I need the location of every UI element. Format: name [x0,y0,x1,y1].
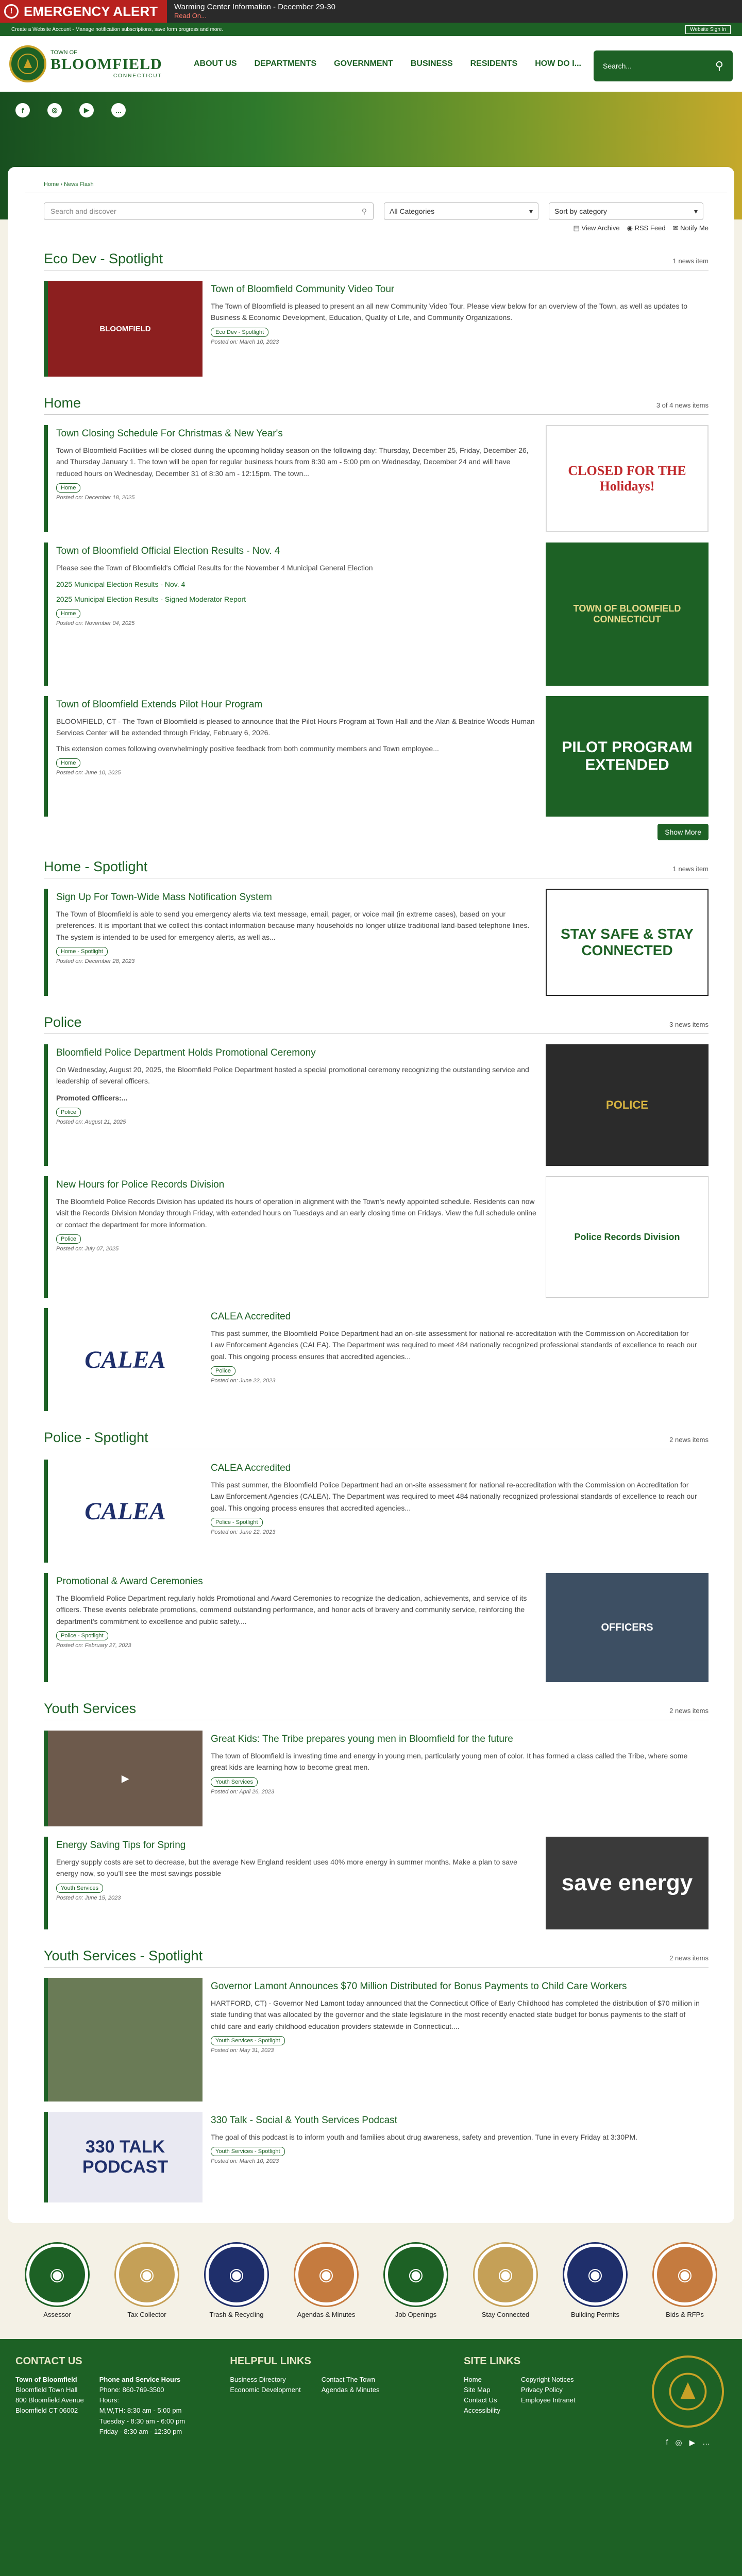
alert-readon-link[interactable]: Read On... [174,12,207,20]
facebook-icon[interactable]: f [15,103,30,117]
news-thumbnail[interactable] [546,1176,709,1298]
news-title-link[interactable]: Promotional & Award Ceremonies [56,1576,203,1587]
quick-link-label[interactable]: Agendas & Minutes [297,2311,356,2318]
posted-date: Posted on: June 22, 2023 [211,1378,276,1384]
alert-title-text: EMERGENCY ALERT [24,3,158,19]
section-home-spotlight [44,859,709,996]
news-summary: Energy supply costs are set to decrease, but the average New England resident uses 40% more energy in summer months. Make a plan to save energy now, so you'll see the most savings possible [56,1858,517,1878]
emergency-alert-bar[interactable] [0,0,742,23]
news-tools [44,224,709,232]
category-tag[interactable]: Home [56,609,80,618]
main-nav [194,59,581,69]
news-title-link[interactable]: 330 Talk - Social & Youth Services Podcast [211,2115,397,2126]
category-tag[interactable]: Police [56,1108,81,1117]
thumbnail-text: OFFICERS [601,1621,653,1633]
permit-icon[interactable]: ◉ [564,2244,626,2306]
site-search-input[interactable] [594,50,733,81]
section-count: 2 news items [669,1707,709,1715]
thumbnail-text: save energy [561,1870,693,1895]
news-thumbnail[interactable] [546,696,709,817]
news-thumbnail[interactable] [48,1978,203,2102]
footer-link[interactable]: Copyright Notices [520,2376,574,2383]
news-summary: The goal of this podcast is to inform youth and families about drug awareness, safety and prevention. Tune in every Friday at 3:30PM. [211,2133,638,2141]
posted-date: Posted on: March 10, 2023 [211,2158,279,2165]
site-header [0,36,742,92]
nav-about-us[interactable]: ABOUT US [194,59,237,68]
footer-seal-area [649,2355,727,2447]
facebook-icon[interactable]: f [666,2438,668,2447]
news-title-link[interactable]: New Hours for Police Records Division [56,1179,225,1190]
quick-link-0[interactable] [21,2244,93,2318]
view-archive-label: View Archive [581,224,620,232]
category-tag[interactable]: Home [56,483,80,493]
chat-icon[interactable]: … [702,2438,711,2447]
thumbnail-text: CALEA [85,1497,166,1525]
quick-link-label[interactable]: Bids & RFPs [666,2311,704,2318]
thumbnail-text: BLOOMFIELD [99,324,151,333]
breadcrumb: Home › News Flash [25,177,727,193]
calea-logo[interactable] [48,1460,203,1563]
news-summary: The Bloomfield Police Department regularly holds Promotional and Award Ceremonies to recognize the dedication, achievements, and service of its officers. These events celebrate promotions, commend outstanding performance, and honor acts of bravery and community service, reinforcing the department's commitment to excellence and public safety.... [56,1594,527,1625]
thumbnail-text: STAY SAFE & STAY CONNECTED [561,926,694,958]
news-summary: Please see the Town of Bloomfield's Official Results for the November 4 Municipal General Election [56,564,373,572]
quick-link-label[interactable]: Building Permits [571,2311,619,2318]
news-item[interactable] [44,1460,709,1563]
section-count: 1 news item [672,865,709,873]
thumbnail-text: Police Records Division [574,1231,680,1242]
section-police [44,1014,709,1411]
news-summary-extra: Promoted Officers:... [56,1093,128,1102]
site-footer [0,2339,742,2576]
posted-date: Posted on: February 27, 2023 [56,1642,131,1649]
section-title: Police [44,1014,82,1030]
news-title-link[interactable]: Sign Up For Town-Wide Mass Notification System [56,892,272,903]
category-tag[interactable]: Home [56,758,80,768]
quick-link-4[interactable] [380,2244,452,2318]
nav-business[interactable]: BUSINESS [410,59,453,68]
news-title-link[interactable]: Town Closing Schedule For Christmas & New Year's [56,428,283,439]
signin-button[interactable]: Website Sign In [685,25,731,34]
news-item[interactable] [44,889,709,996]
footer-hours-line: Friday - 8:30 am - 12:30 pm [99,2427,182,2435]
account-message[interactable]: Create a Website Account - Manage notification subscriptions, save form progress and more. [11,26,224,32]
news-summary: The Town of Bloomfield is pleased to present an all new Community Video Tour. Please view below for an overview of the Town, as well as updates to Business & Economic Development, Education, Quality of Life, and Community Organizations. [211,302,688,322]
section-count: 2 news items [669,1436,709,1444]
section-eco-dev-spotlight [44,251,709,377]
news-title-link[interactable]: Town of Bloomfield Community Video Tour [211,284,395,295]
news-title-link[interactable]: Energy Saving Tips for Spring [56,1840,186,1851]
chevron-down-icon: ▾ [694,207,698,215]
posted-date: Posted on: July 07, 2025 [56,1246,119,1252]
news-thumbnail[interactable] [546,1573,709,1682]
news-thumbnail[interactable] [546,1837,709,1929]
youtube-icon[interactable]: ▶ [689,2438,696,2447]
section-count: 1 news item [672,257,709,265]
thumbnail-text: POLICE [606,1098,648,1111]
news-thumbnail[interactable] [546,425,709,532]
footer-link[interactable]: Accessibility [464,2406,500,2415]
news-title-link[interactable]: Bloomfield Police Department Holds Promotional Ceremony [56,1047,316,1058]
chevron-down-icon: ▾ [529,207,533,215]
footer-address-line: Bloomfield CT 06002 [15,2406,78,2415]
quick-link-label[interactable]: Job Openings [395,2311,437,2318]
footer-site-title: SITE LINKS [464,2355,521,2367]
news-summary: On Wednesday, August 20, 2025, the Bloomfield Police Department hosted a special promotional ceremony recognizing the outstanding service and leadership of several officers. [56,1065,529,1086]
logo-town-of: TOWN OF [50,49,77,56]
news-summary: The Town of Bloomfield is able to send you emergency alerts via text message, email, pager, or voice mail (in extreme cases), based on your preferences. It is important that we collect this contact information because many households no longer utilize traditional land-based telephone lines. The system is intended to be used for emergency alerts, as well as... [56,910,530,941]
news-summary: Town of Bloomfield Facilities will be closed during the upcoming holiday season on the following day: Thursday, December 25, Friday, December 26, and Thursday January 1. The town will be open for regular business hours from 8:30 am - 5:00 pm on Wednesday, December 24 and will have reduced hours on Wednesday, December 31 of 8:30 am - 12:15pm. The town... [56,446,529,478]
section-count: 3 news items [669,1021,709,1028]
nav-how-do-i[interactable]: HOW DO I... [535,59,581,68]
news-item[interactable] [44,543,709,686]
footer-address-line: Bloomfield Town Hall [15,2386,78,2394]
quick-link-3[interactable] [290,2244,362,2318]
footer-link[interactable]: Site Map [464,2386,491,2394]
posted-date: Posted on: August 21, 2025 [56,1119,126,1126]
site-logo[interactable] [9,45,174,82]
quick-link-2[interactable] [200,2244,273,2318]
section-count: 3 of 4 news items [656,401,709,409]
briefcase-icon[interactable]: ◉ [385,2244,447,2306]
search-icon[interactable]: ⚲ [361,207,367,215]
footer-helpful-links [230,2355,423,2447]
moderator-report-link[interactable]: 2025 Municipal Election Results - Signed Moderator Report [56,595,246,603]
youtube-icon[interactable]: ▶ [79,103,94,117]
election-results-link[interactable]: 2025 Municipal Election Results - Nov. 4 [56,580,185,589]
logo-state: CONNECTICUT [113,73,162,79]
town-seal-icon [652,2355,724,2428]
news-item[interactable] [44,1731,709,1826]
news-title-link[interactable]: CALEA Accredited [211,1463,291,1473]
footer-phone-title: Phone and Service Hours [99,2376,181,2383]
category-select[interactable] [384,202,538,220]
site-search-placeholder: Search... [603,62,632,70]
notify-me-label: Notify Me [680,224,709,232]
section-title: Home [44,395,81,411]
footer-contact [15,2355,189,2447]
news-summary: BLOOMFIELD, CT - The Town of Bloomfield is pleased to announce that the Pilot Hours Program at Town Hall and the Alan & Beatrice Woods Human Services Center will be extended through Friday, February 6, 2026. [56,717,535,737]
footer-link[interactable]: Privacy Policy [520,2386,563,2394]
quick-link-label[interactable]: Assessor [43,2311,71,2318]
footer-address-line: 800 Bloomfield Avenue [15,2396,84,2404]
news-search-placeholder: Search and discover [50,207,116,215]
town-seal-icon [9,45,46,82]
category-tag[interactable]: Youth Services [56,1884,103,1893]
section-title: Police - Spotlight [44,1430,148,1445]
rss-feed-link[interactable] [627,224,666,232]
footer-link[interactable]: Contact Us [464,2396,497,2404]
category-tag[interactable]: Police - Spotlight [56,1631,108,1640]
nav-departments[interactable]: DEPARTMENTS [254,59,317,68]
nav-residents[interactable]: RESIDENTS [470,59,518,68]
rss-feed-label: RSS Feed [634,224,666,232]
category-tag[interactable]: Home - Spotlight [56,947,108,956]
video-thumbnail[interactable] [48,1731,203,1826]
sort-select-value: Sort by category [554,207,607,215]
quick-links [0,2223,742,2334]
news-item[interactable] [44,696,709,817]
mail-icon: ✉ [672,224,679,232]
section-title: Youth Services [44,1701,137,1716]
news-summary: The town of Bloomfield is investing time and energy in young men, particularly young men of color. It has formed a class called the Tribe, where some great kids are learning how to become great men. [211,1752,688,1772]
news-thumbnail[interactable] [48,281,203,377]
category-tag[interactable]: Youth Services - Spotlight [211,2147,285,2156]
social-links [15,103,126,117]
news-item[interactable] [44,1176,709,1298]
footer-hours-line: Hours: [99,2396,120,2404]
section-count: 2 news items [669,1954,709,1962]
alert-message[interactable] [174,3,335,20]
document-icon[interactable]: ◉ [654,2244,716,2306]
category-tag[interactable]: Eco Dev - Spotlight [211,328,268,337]
news-summary: This past summer, the Bloomfield Police Department had an on-site assessment for national re-accreditation with the Commission on Accreditation for Law Enforcement Agencies (CALEA). The Department was required to meet 484 nationally recognized professional standards of excellence to reach our goal. This ongoing process ensures that accredited agencies... [211,1481,697,1512]
news-summary: HARTFORD, CT) - Governor Ned Lamont today announced that the Connecticut Office of Early Childhood has completed the distribution of $70 million in state funding that was allocated by the governor and the state legislature in the most recently enacted state budget for bonus payments to the staff of child care and early childhood education providers statewide in Connecticut.... [211,1999,700,2030]
thumbnail-text: CALEA [85,1346,166,1374]
category-tag[interactable]: Youth Services - Spotlight [211,2036,285,2045]
footer-link[interactable]: Employee Intranet [520,2396,576,2404]
news-thumbnail[interactable] [48,2112,203,2202]
footer-hours-line: M,W,TH: 8:30 am - 5:00 pm [99,2406,182,2415]
emergency-alert-title [0,0,167,23]
posted-date: Posted on: May 31, 2023 [211,2047,274,2054]
breadcrumb-home[interactable]: Home [44,181,59,188]
coin-icon[interactable]: ◉ [116,2244,178,2306]
notify-me-link[interactable] [673,224,709,232]
posted-date: Posted on: June 22, 2023 [211,1529,276,1536]
footer-link[interactable]: Home [464,2376,482,2383]
account-bar [0,23,742,36]
news-title-link[interactable]: Governor Lamont Announces $70 Million Distributed for Bonus Payments to Child Care Workers [211,1981,627,1992]
section-title: Eco Dev - Spotlight [44,251,163,266]
archive-icon: ▤ [573,224,580,232]
footer-contact-title: CONTACT US [15,2355,82,2367]
search-icon[interactable]: ⚲ [715,59,723,72]
footer-town-name: Town of Bloomfield [15,2376,77,2383]
footer-link[interactable]: Agendas & Minutes [321,2386,380,2394]
section-police-spotlight [44,1430,709,1682]
quick-link-label[interactable]: Trash & Recycling [209,2311,264,2318]
bell-icon[interactable]: ◉ [475,2244,536,2306]
recycle-icon[interactable]: ◉ [206,2244,267,2306]
news-summary: The Bloomfield Police Records Division has updated its hours of operation in alignment with the Town's newly appointed schedule. Residents can now visit the Records Division Monday through Friday, with extended hours on Tuesdays and an early closing time on Fridays. View the full schedule online or contact the department for more information. [56,1197,536,1229]
footer-hours-line: Tuesday - 8:30 am - 6:00 pm [99,2417,185,2425]
posted-date: Posted on: June 15, 2023 [56,1894,121,1901]
chat-icon[interactable]: … [111,103,126,117]
footer-helpful-title: HELPFUL LINKS [230,2355,311,2367]
thumbnail-text: 330 TALK PODCAST [82,2137,168,2177]
sort-select[interactable] [549,202,703,220]
news-title-link[interactable]: CALEA Accredited [211,1311,291,1322]
quick-link-1[interactable] [111,2244,183,2318]
rss-icon: ◉ [627,224,633,232]
category-tag[interactable]: Police [211,1366,235,1376]
thumbnail-text: CLOSED FOR THE Holidays! [568,463,686,494]
news-item[interactable] [44,1978,709,2102]
footer-link[interactable]: Contact The Town [321,2376,375,2383]
footer-link[interactable]: Business Directory [230,2376,286,2383]
thumbnail-text: TOWN OF BLOOMFIELD CONNECTICUT [573,603,681,624]
section-youth-services [44,1701,709,1929]
calendar-icon[interactable]: ◉ [295,2244,357,2306]
posted-date: Posted on: June 10, 2025 [56,770,121,776]
instagram-icon[interactable]: ◎ [47,103,62,117]
news-title-link[interactable]: Great Kids: The Tribe prepares young men in Bloomfield for the future [211,1734,513,1744]
quick-link-label[interactable]: Stay Connected [481,2311,530,2318]
posted-date: Posted on: November 04, 2025 [56,620,135,627]
news-item[interactable] [44,425,709,532]
posted-date: Posted on: March 10, 2023 [211,338,279,345]
news-item[interactable] [44,1044,709,1166]
alert-message-text[interactable]: Warming Center Information - December 29-30 [174,3,335,12]
section-youth-services-spotlight [44,1948,709,2202]
section-title: Youth Services - Spotlight [44,1948,203,1963]
category-select-value: All Categories [390,207,435,215]
news-title-link[interactable]: Town of Bloomfield Extends Pilot Hour Program [56,699,263,710]
news-item[interactable] [44,281,709,377]
news-summary-extra: This extension comes following overwhelmingly positive feedback from both community members and Town employee... [56,744,439,753]
main-content [8,167,734,2223]
view-archive-link[interactable] [574,224,620,232]
news-filters [44,202,709,220]
thumbnail-text: PILOT PROGRAM EXTENDED [562,739,693,773]
category-tag[interactable]: Police [56,1234,81,1244]
quick-link-6[interactable] [559,2244,631,2318]
alert-icon: ! [4,4,19,19]
news-summary: This past summer, the Bloomfield Police Department had an on-site assessment for national re-accreditation with the Commission on Accreditation for Law Enforcement Agencies (CALEA). The Department was required to meet 484 nationally recognized professional standards of excellence to reach our goal. This ongoing process ensures that accredited agencies... [211,1329,697,1361]
footer-link[interactable]: Economic Development [230,2386,301,2394]
section-home [44,395,709,840]
category-tag[interactable]: Police - Spotlight [211,1518,263,1527]
section-title: Home - Spotlight [44,859,148,874]
news-thumbnail[interactable] [546,1044,709,1166]
calea-logo[interactable] [48,1308,203,1411]
news-title-link[interactable]: Town of Bloomfield Official Election Results - Nov. 4 [56,546,280,556]
news-item[interactable] [44,1573,709,1682]
quick-link-5[interactable] [469,2244,542,2318]
footer-phone[interactable]: Phone: 860-769-3500 [99,2386,164,2394]
show-more-button[interactable]: Show More [657,824,709,840]
news-item[interactable] [44,1308,709,1411]
quick-link-label[interactable]: Tax Collector [127,2311,166,2318]
posted-date: Posted on: December 28, 2023 [56,958,135,965]
posted-date: Posted on: April 26, 2023 [211,1788,275,1795]
news-thumbnail[interactable] [546,543,709,686]
news-search-input[interactable] [44,202,374,220]
quick-link-7[interactable] [649,2244,721,2318]
news-item[interactable] [44,1837,709,1929]
category-tag[interactable]: Youth Services [211,1777,258,1787]
news-item[interactable] [44,2112,709,2202]
footer-site-links [464,2355,608,2447]
house-icon[interactable]: ◉ [26,2244,88,2306]
posted-date: Posted on: December 18, 2025 [56,495,135,501]
news-thumbnail[interactable] [546,889,709,996]
play-icon[interactable]: ▶ [122,1773,129,1784]
instagram-icon[interactable]: ◎ [675,2438,682,2447]
logo-name: BLOOMFIELD [50,55,162,73]
breadcrumb-news-flash[interactable]: News Flash [64,181,94,188]
nav-government[interactable]: GOVERNMENT [334,59,393,68]
